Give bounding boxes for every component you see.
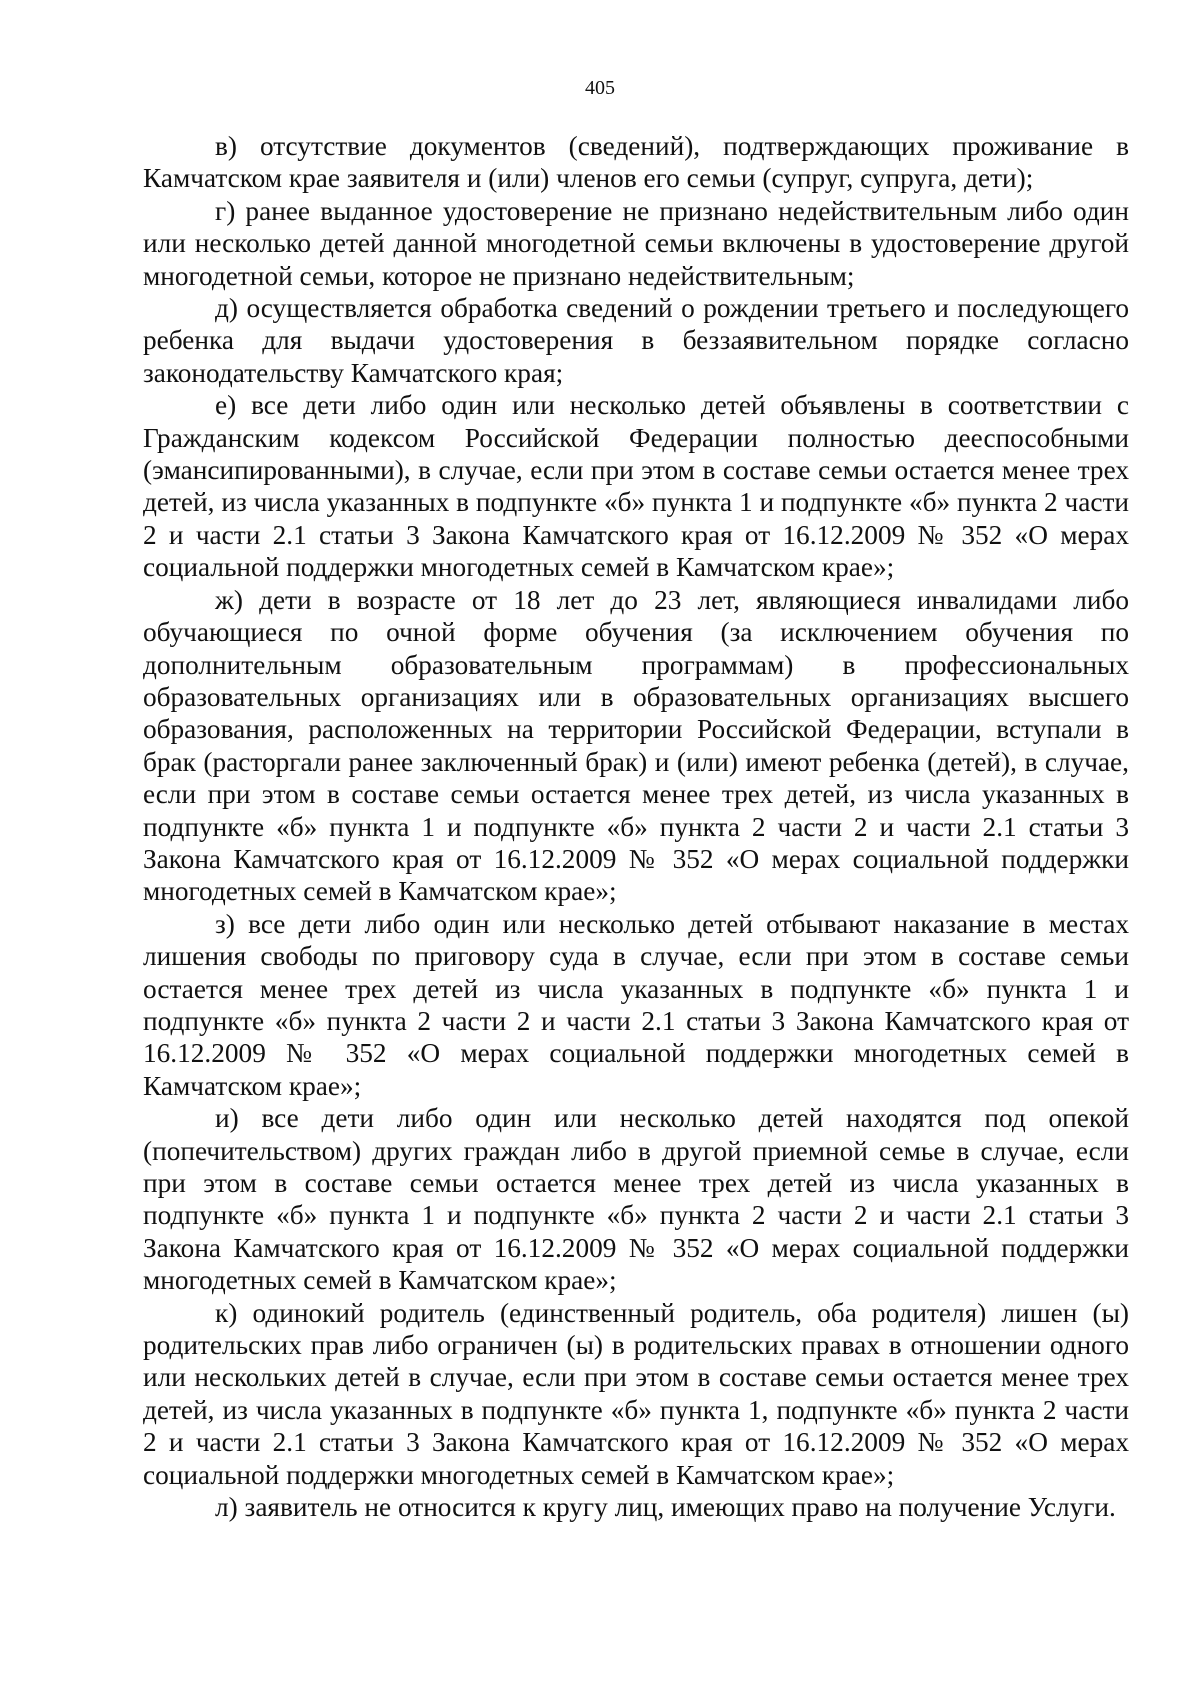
paragraph-d: д) осуществляется обработка сведений о рождении третьего и последующего ребенка для выдачи удостоверения в беззаявительном порядке согласно законодательству Камчатского края; [143,293,1129,388]
paragraph-zh: ж) дети в возрасте от 18 лет до 23 лет, являющиеся инвалидами либо обучающиеся по очной форме обучения (за исключением обучения по дополнительным образовательным программам) в профессиональных образовательных организациях или в образовательных организациях высшего образования, расположенных на территории Российской Федерации, вступали в брак (расторгали ранее заключенный брак) и (или) имеют ребенка (детей), в случае, если при этом в составе семьи остается менее трех детей, из числа указанных в подпункте «б» пункта 1 и подпункте «б» пункта 2 части 2 и части 2.1 статьи 3 Закона Камчатского края от 16.12.2009 № 352 «О мерах социальной поддержки многодетных семей в Камчатском крае»; [143,584,1129,907]
page-number: 405 [585,77,615,99]
paragraph-i: и) все дети либо один или несколько детей находятся под опекой (попечительством) других граждан либо в другой приемной семье в случае, если при этом в составе семьи остается менее трех детей из числа указанных в подпункте «б» пункта 1 и подпункте «б» пункта 2 части 2 и части 2.1 статьи 3 Закона Камчатского края от 16.12.2009 № 352 «О мерах социальной поддержки многодетных семей в Камчатском крае»; [143,1103,1129,1296]
paragraph-z: з) все дети либо один или несколько детей отбывают наказание в местах лишения свободы по приговору суда в случае, если при этом в составе семьи остается менее трех детей из числа указанных в подпункте «б» пункта 1 и подпункте «б» пункта 2 части 2 и части 2.1 статьи 3 Закона Камчатского края от 16.12.2009 № 352 «О мерах социальной поддержки многодетных семей в Камчатском крае»; [143,908,1129,1101]
paragraph-e: е) все дети либо один или несколько детей объявлены в соответствии с Гражданским кодексом Российской Федерации полностью дееспособными (эмансипированными), в случае, если при этом в составе семьи остается менее трех детей, из числа указанных в подпункте «б» пункта 1 и подпункте «б» пункта 2 части 2 и части 2.1 статьи 3 Закона Камчатского края от 16.12.2009 № 352 «О мерах социальной поддержки многодетных семей в Камчатском крае»; [143,390,1129,583]
paragraph-l: л) заявитель не относится к кругу лиц, имеющих право на получение Услуги. [215,1492,1116,1523]
paragraph-k: к) одинокий родитель (единственный родитель, оба родителя) лишен (ы) родительских прав либо ограничен (ы) в родительских правах в отношении одного или нескольких детей в случае, если при этом в составе семьи остается менее трех детей, из числа указанных в подпункте «б» пункта 1, подпункте «б» пункта 2 части 2 и части 2.1 статьи 3 Закона Камчатского края от 16.12.2009 № 352 «О мерах социальной поддержки многодетных семей в Камчатском крае»; [143,1297,1129,1490]
paragraph-g: г) ранее выданное удостоверение не признано недействительным либо один или несколько детей данной многодетной семьи включены в удостоверение другой многодетной семьи, которое не признано недействительным; [143,195,1129,291]
document-body [143,130,1129,1523]
paragraph-v: в) отсутствие документов (сведений), подтверждающих проживание в Камчатском крае заявителя и (или) членов его семьи (супруг, супруга, дети); [143,131,1129,194]
